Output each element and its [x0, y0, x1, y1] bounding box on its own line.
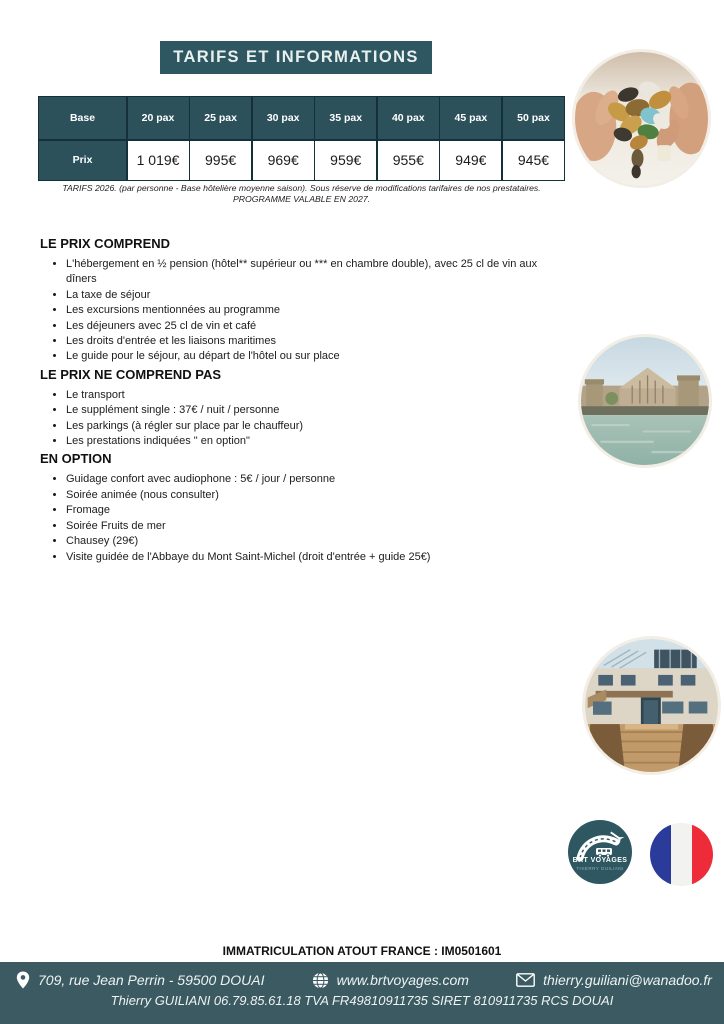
price-40pax: 955€ — [378, 141, 439, 180]
list-prix-comprend — [40, 257, 545, 365]
list-item: • Guidage confort avec audiophone : 5€ / jour / personne — [66, 472, 545, 487]
footer-contact-row — [0, 962, 724, 989]
table-header-30pax: 30 pax — [253, 97, 314, 139]
list-item: • L'hébergement en ½ pension (hôtel** supérieur ou *** en chambre double), avec 25 cl de vin aux dîners — [66, 257, 545, 288]
footer-email[interactable]: thierry.guiliani@wanadoo.fr — [543, 972, 712, 988]
list-item: • Les excursions mentionnées au programme — [66, 303, 545, 318]
pricing-table — [38, 96, 565, 181]
conditions-content — [40, 230, 545, 565]
table-header-50pax: 50 pax — [503, 97, 564, 139]
table-header-25pax: 25 pax — [190, 97, 251, 139]
price-45pax: 949€ — [440, 141, 501, 180]
price-20pax: 1 019€ — [128, 141, 189, 180]
table-header-45pax: 45 pax — [440, 97, 501, 139]
table-header-35pax: 35 pax — [315, 97, 376, 139]
caption-line-2: PROGRAMME VALABLE EN 2027. — [232, 194, 371, 204]
table-header-base: Base — [39, 97, 126, 139]
harbor-photo-graphic — [581, 337, 709, 465]
table-row-label-prix: Prix — [39, 141, 126, 180]
brt-voyages-logo — [568, 820, 632, 884]
logo-subtitle: THIERRY GUILIANI — [576, 866, 624, 871]
price-50pax: 945€ — [503, 141, 564, 180]
footer-email-group[interactable] — [516, 972, 712, 988]
footer-address-group — [16, 971, 264, 989]
list-en-option — [40, 472, 545, 564]
footer-bar — [0, 962, 724, 1024]
page-title: TARIFS ET INFORMATIONS — [160, 41, 432, 74]
envelope-icon — [516, 973, 535, 987]
atout-france-registration: IMMATRICULATION ATOUT FRANCE : IM0501601 — [222, 944, 502, 958]
logo-name: BRT VOYAGES — [572, 857, 628, 864]
list-item: • Les parkings (à régler sur place par le chauffeur) — [66, 419, 545, 434]
list-item: • Le supplément single : 37€ / nuit / personne — [66, 403, 545, 418]
footer-legal-line: Thierry GUILIANI 06.79.85.61.18 TVA FR49810911735 SIRET 810911735 RCS DOUAI — [110, 993, 614, 1008]
table-header-20pax: 20 pax — [128, 97, 189, 139]
list-item: • Le guide pour le séjour, au départ de l'hôtel ou sur place — [66, 349, 545, 364]
location-pin-icon — [16, 971, 30, 989]
caption-line-1: TARIFS 2026. (par personne - Base hôtelière moyenne saison). Sous réserve de modifications tarifaires de nos prestataires. — [62, 183, 541, 193]
candies-photo-graphic — [575, 52, 708, 185]
photo-hotel-facade — [582, 636, 721, 775]
footer-address: 709, rue Jean Perrin - 59500 DOUAI — [38, 972, 265, 988]
french-flag-roundel — [650, 823, 713, 886]
bus-icon — [596, 848, 612, 857]
price-35pax: 959€ — [315, 141, 376, 180]
list-item: • Chausey (29€) — [66, 534, 545, 549]
footer-website[interactable]: www.brtvoyages.com — [336, 972, 469, 988]
list-item: • Fromage — [66, 503, 545, 518]
hotel-photo-graphic — [585, 639, 718, 772]
list-item: • Soirée animée (nous consulter) — [66, 488, 545, 503]
photo-harbor-building — [578, 334, 712, 468]
list-prix-ne-comprend-pas — [40, 388, 545, 450]
table-header-40pax: 40 pax — [378, 97, 439, 139]
list-item: • Visite guidée de l'Abbaye du Mont Saint-Michel (droit d'entrée + guide 25€) — [66, 550, 545, 565]
table-caption — [38, 183, 565, 205]
price-25pax: 995€ — [190, 141, 251, 180]
list-item: • La taxe de séjour — [66, 288, 545, 303]
list-item: • Les déjeuners avec 25 cl de vin et café — [66, 319, 545, 334]
logo-graphic — [568, 820, 632, 884]
photo-candies — [572, 49, 711, 188]
footer-website-group[interactable] — [312, 972, 469, 989]
list-item: • Soirée Fruits de mer — [66, 519, 545, 534]
globe-icon — [312, 972, 329, 989]
section-heading-prix-comprend: LE PRIX COMPREND — [40, 236, 171, 251]
list-item: • Les prestations indiquées " en option" — [66, 434, 545, 449]
price-30pax: 969€ — [253, 141, 314, 180]
section-heading-en-option: EN OPTION — [40, 451, 112, 467]
list-item: • Le transport — [66, 388, 545, 403]
section-heading-prix-ne-comprend-pas: LE PRIX NE COMPREND PAS — [40, 366, 222, 382]
list-item: • Les droits d'entrée et les liaisons maritimes — [66, 334, 545, 349]
